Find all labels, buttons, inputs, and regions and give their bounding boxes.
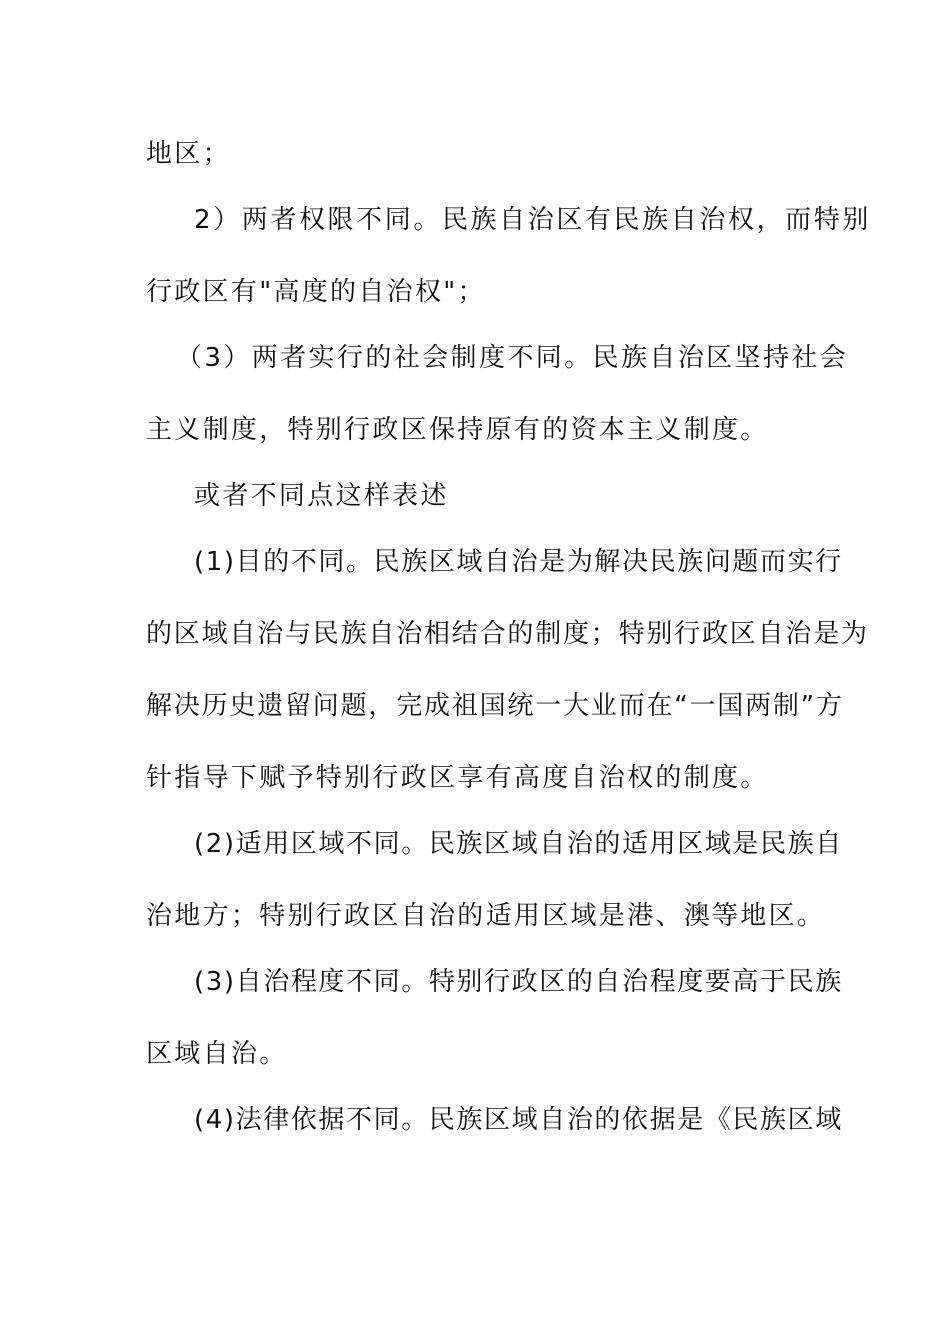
text-line: 地区；	[146, 139, 231, 169]
text-line: 主义制度，特别行政区保持原有的资本主义制度。	[146, 415, 769, 445]
text-line: 或者不同点这样表述	[194, 481, 449, 511]
text-line: 2）两者权限不同。民族自治区有民族自治权，而特别	[194, 205, 871, 235]
text-line: 行政区有"高度的自治权"；	[146, 277, 486, 307]
text-line: 解决历史遗留问题，完成祖国统一大业而在“一国两制”方	[146, 691, 844, 721]
text-line: (2)适用区域不同。民族区域自治的适用区域是民族自	[194, 829, 843, 859]
text-line: (3)自治程度不同。特别行政区的自治程度要高于民族	[194, 967, 843, 997]
text-line: (4)法律依据不同。民族区域自治的依据是《民族区域	[194, 1105, 843, 1135]
text-line: 区域自治。	[146, 1039, 288, 1069]
text-line: 的区域自治与民族自治相结合的制度；特别行政区自治是为	[146, 619, 869, 649]
text-line: 针指导下赋予特别行政区享有高度自治权的制度。	[146, 763, 769, 793]
text-line: (1)目的不同。民族区域自治是为解决民族问题而实行	[194, 547, 843, 577]
text-line: 治地方；特别行政区自治的适用区域是港、澳等地区。	[146, 901, 826, 931]
text-line: （3）两者实行的社会制度不同。民族自治区坚持社会	[176, 343, 849, 373]
